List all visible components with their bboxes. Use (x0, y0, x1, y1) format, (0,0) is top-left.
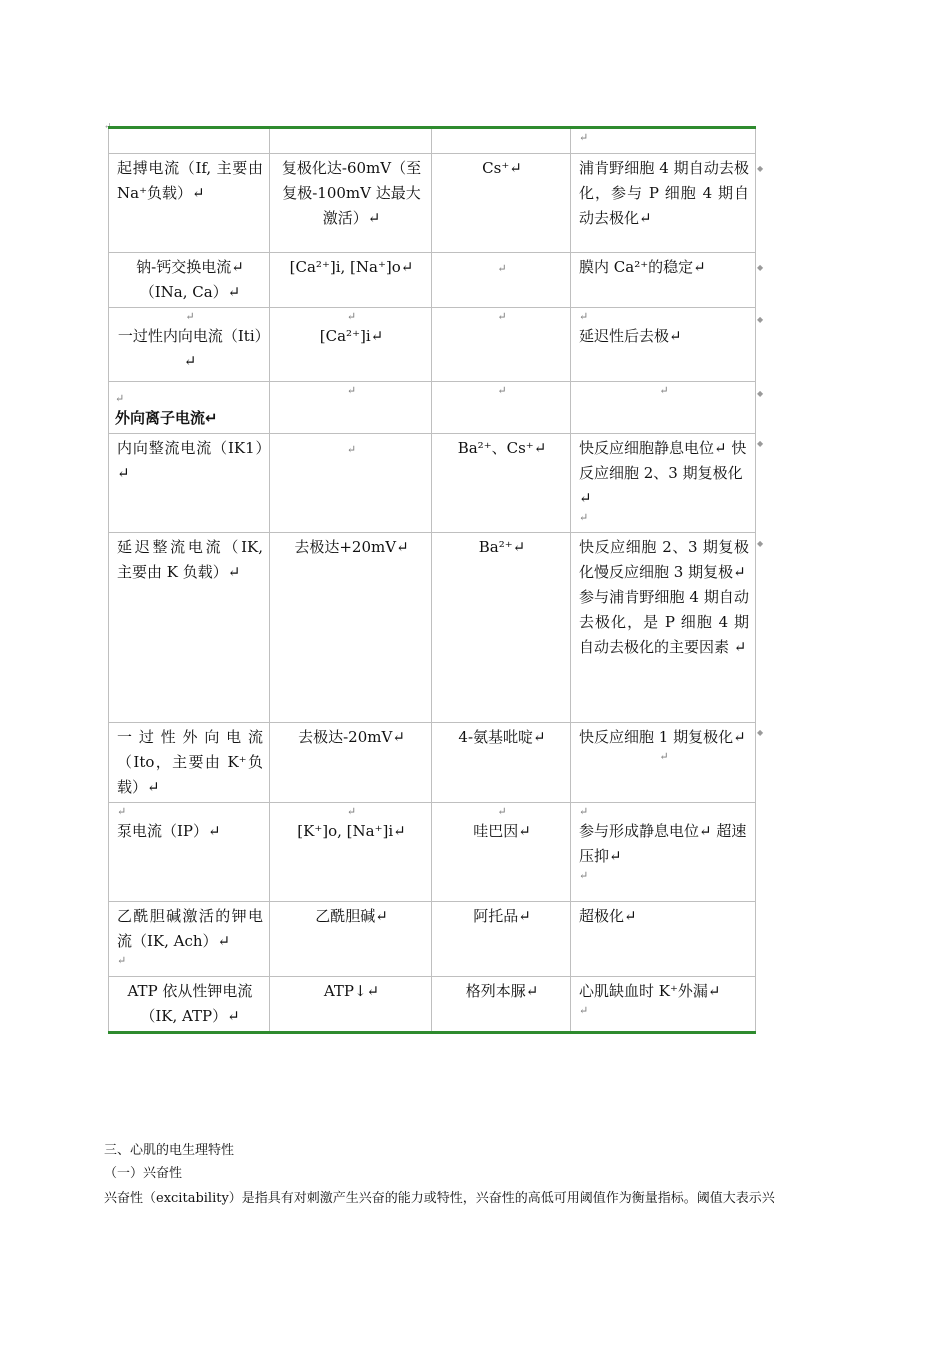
table-cell (571, 977, 756, 1033)
table-cell: ATP↓↵ (270, 977, 432, 1033)
paragraph-mark: ↵ (117, 805, 127, 818)
table-row (109, 803, 756, 902)
table-cell: 延迟整流电流（IK, 主要由 K 负载）↵ (109, 533, 270, 723)
table-row (109, 902, 756, 977)
row-end-mark: ◆ (757, 164, 764, 173)
table-cell (432, 308, 571, 382)
table-cell (571, 803, 756, 902)
table-cell (270, 128, 432, 154)
paragraph-mark: ↵ (346, 310, 357, 323)
table-cell: 起搏电流（If, 主要由 Na⁺负载）↵ (109, 154, 270, 253)
table-cell: 膜内 Ca²⁺的稳定↵ (571, 253, 756, 308)
table-cell: 超极化↵ (571, 902, 756, 977)
cell-text: 一过性内向电流（Iti）↵ (117, 327, 263, 370)
paragraph-mark: ↵ (659, 384, 669, 397)
table-cell (571, 434, 756, 533)
table-cell: Ba²⁺、Cs⁺↵ (432, 434, 571, 533)
paragraph-mark: ↵ (346, 805, 357, 818)
table-cell: 浦肯野细胞 4 期自动去极化，参与 P 细胞 4 期自动去极化↵ (571, 154, 756, 253)
paragraph-mark: ↵ (579, 310, 589, 323)
cell-text: 乙酰胆碱激活的钾电流（IK, Ach）↵ (117, 907, 263, 950)
table-cell (270, 382, 432, 434)
table-cell: [Ca²⁺]i, [Na⁺]o↵ (270, 253, 432, 308)
paragraph-mark: ↵ (346, 443, 357, 456)
table-cell: 复极化达-60mV（至复极-100mV 达最大激活）↵ (270, 154, 432, 253)
paragraph-mark: ↵ (579, 1004, 589, 1017)
paragraph-mark: ↵ (346, 384, 357, 397)
row-end-mark: ◆ (757, 439, 764, 448)
paragraph-mark: ↵ (579, 869, 589, 882)
cell-text: 快反应细胞 2、3 期复极化慢反应细胞 3 期复极↵ (579, 538, 749, 581)
table-row (109, 977, 756, 1033)
table-cell: 阿托品↵ (432, 902, 571, 977)
table-row (109, 128, 756, 154)
table-cell: 钠-钙交换电流↵ （INa, Ca）↵ (109, 253, 270, 308)
ion-current-table (108, 126, 756, 1034)
table-cell: 去极达-20mV↵ (270, 723, 432, 803)
table-row (109, 434, 756, 533)
table-cell: 乙酰胆碱↵ (270, 902, 432, 977)
paragraph-mark: ↵ (497, 262, 507, 275)
table-cell (109, 803, 270, 902)
table-cell (109, 902, 270, 977)
row-end-mark: ◆ (757, 389, 764, 398)
table-cell (109, 128, 270, 154)
paragraph-mark: ↵ (185, 310, 195, 323)
table-cell (109, 382, 270, 434)
table-cell: Ba²⁺↵ (432, 533, 571, 723)
table-cell (432, 382, 571, 434)
row-end-mark: ◆ (757, 728, 764, 737)
table-row (109, 533, 756, 723)
section-heading: 外向离子电流↵ (115, 409, 218, 427)
paragraph-mark: ↵ (497, 310, 507, 323)
paragraph-mark: ↵ (659, 750, 669, 763)
table-cell: 4-氨基吡啶↵ (432, 723, 571, 803)
table-row (109, 382, 756, 434)
subsection-heading: （一）兴奋性 (104, 1166, 183, 1181)
table-cell: 内向整流电流（IK1）↵ (109, 434, 270, 533)
paragraph-mark: ↵ (497, 805, 507, 818)
table-cell: 一过性外向电流（Ito，主要由 K⁺负载）↵ (109, 723, 270, 803)
row-end-mark: ◆ (757, 263, 764, 272)
paragraph-mark: ↵ (579, 511, 589, 524)
cell-text: 延迟性后去极↵ (579, 327, 682, 345)
paragraph-mark: ↵ (579, 131, 589, 144)
cell-text: [K⁺]o, [Na⁺]i↵ (297, 822, 406, 840)
table-cell (571, 308, 756, 382)
table-cell (571, 382, 756, 434)
table-cell: 格列本脲↵ (432, 977, 571, 1033)
paragraph-mark: ↵ (579, 805, 589, 818)
table-cell (432, 128, 571, 154)
table-cell (270, 434, 432, 533)
table-cell: Cs⁺↵ (432, 154, 571, 253)
table-row (109, 253, 756, 308)
cell-text: [Ca²⁺]i↵ (319, 327, 384, 345)
cell-text: 参与形成静息电位↵ 超速压抑↵ (579, 822, 747, 865)
table-row (109, 723, 756, 803)
cell-text: 参与浦肯野细胞 4 期自动去极化，是 P 细胞 4 期自动去极化的主要因素 ↵ (579, 588, 749, 656)
table-cell (571, 723, 756, 803)
cell-text: 快反应细胞静息电位↵ 快反应细胞 2、3 期复极化↵ (579, 439, 747, 507)
section-heading: 三、心肌的电生理特性 (104, 1143, 235, 1158)
paragraph-mark: ↵ (115, 392, 125, 405)
cell-text: 快反应细胞 1 期复极化↵ (579, 728, 746, 746)
table-cell (432, 803, 571, 902)
cell-text: 泵电流（IP）↵ (117, 822, 221, 840)
table-cell (270, 803, 432, 902)
row-end-mark: ◆ (757, 539, 764, 548)
paragraph-mark: ↵ (497, 384, 507, 397)
table-cell (571, 533, 756, 723)
table-cell (432, 253, 571, 308)
table-row (109, 308, 756, 382)
cell-text: 心肌缺血时 K⁺外漏↵ (579, 982, 721, 1000)
table-row (109, 154, 756, 253)
corner-mark: ↵ (104, 122, 112, 132)
body-paragraph: 兴奋性（excitability）是指具有对刺激产生兴奋的能力或特性，兴奋性的高低可用阈值作为衡量指标。阈值大表示兴 (104, 1191, 775, 1206)
table-cell (571, 128, 756, 154)
cell-text: 哇巴因↵ (473, 822, 531, 840)
table-cell (270, 308, 432, 382)
row-end-mark: ◆ (757, 315, 764, 324)
table-cell (109, 308, 270, 382)
paragraph-mark: ↵ (117, 954, 127, 967)
table-cell: 去极达+20mV↵ (270, 533, 432, 723)
table-cell: ATP 依从性钾电流（IK, ATP）↵ (109, 977, 270, 1033)
